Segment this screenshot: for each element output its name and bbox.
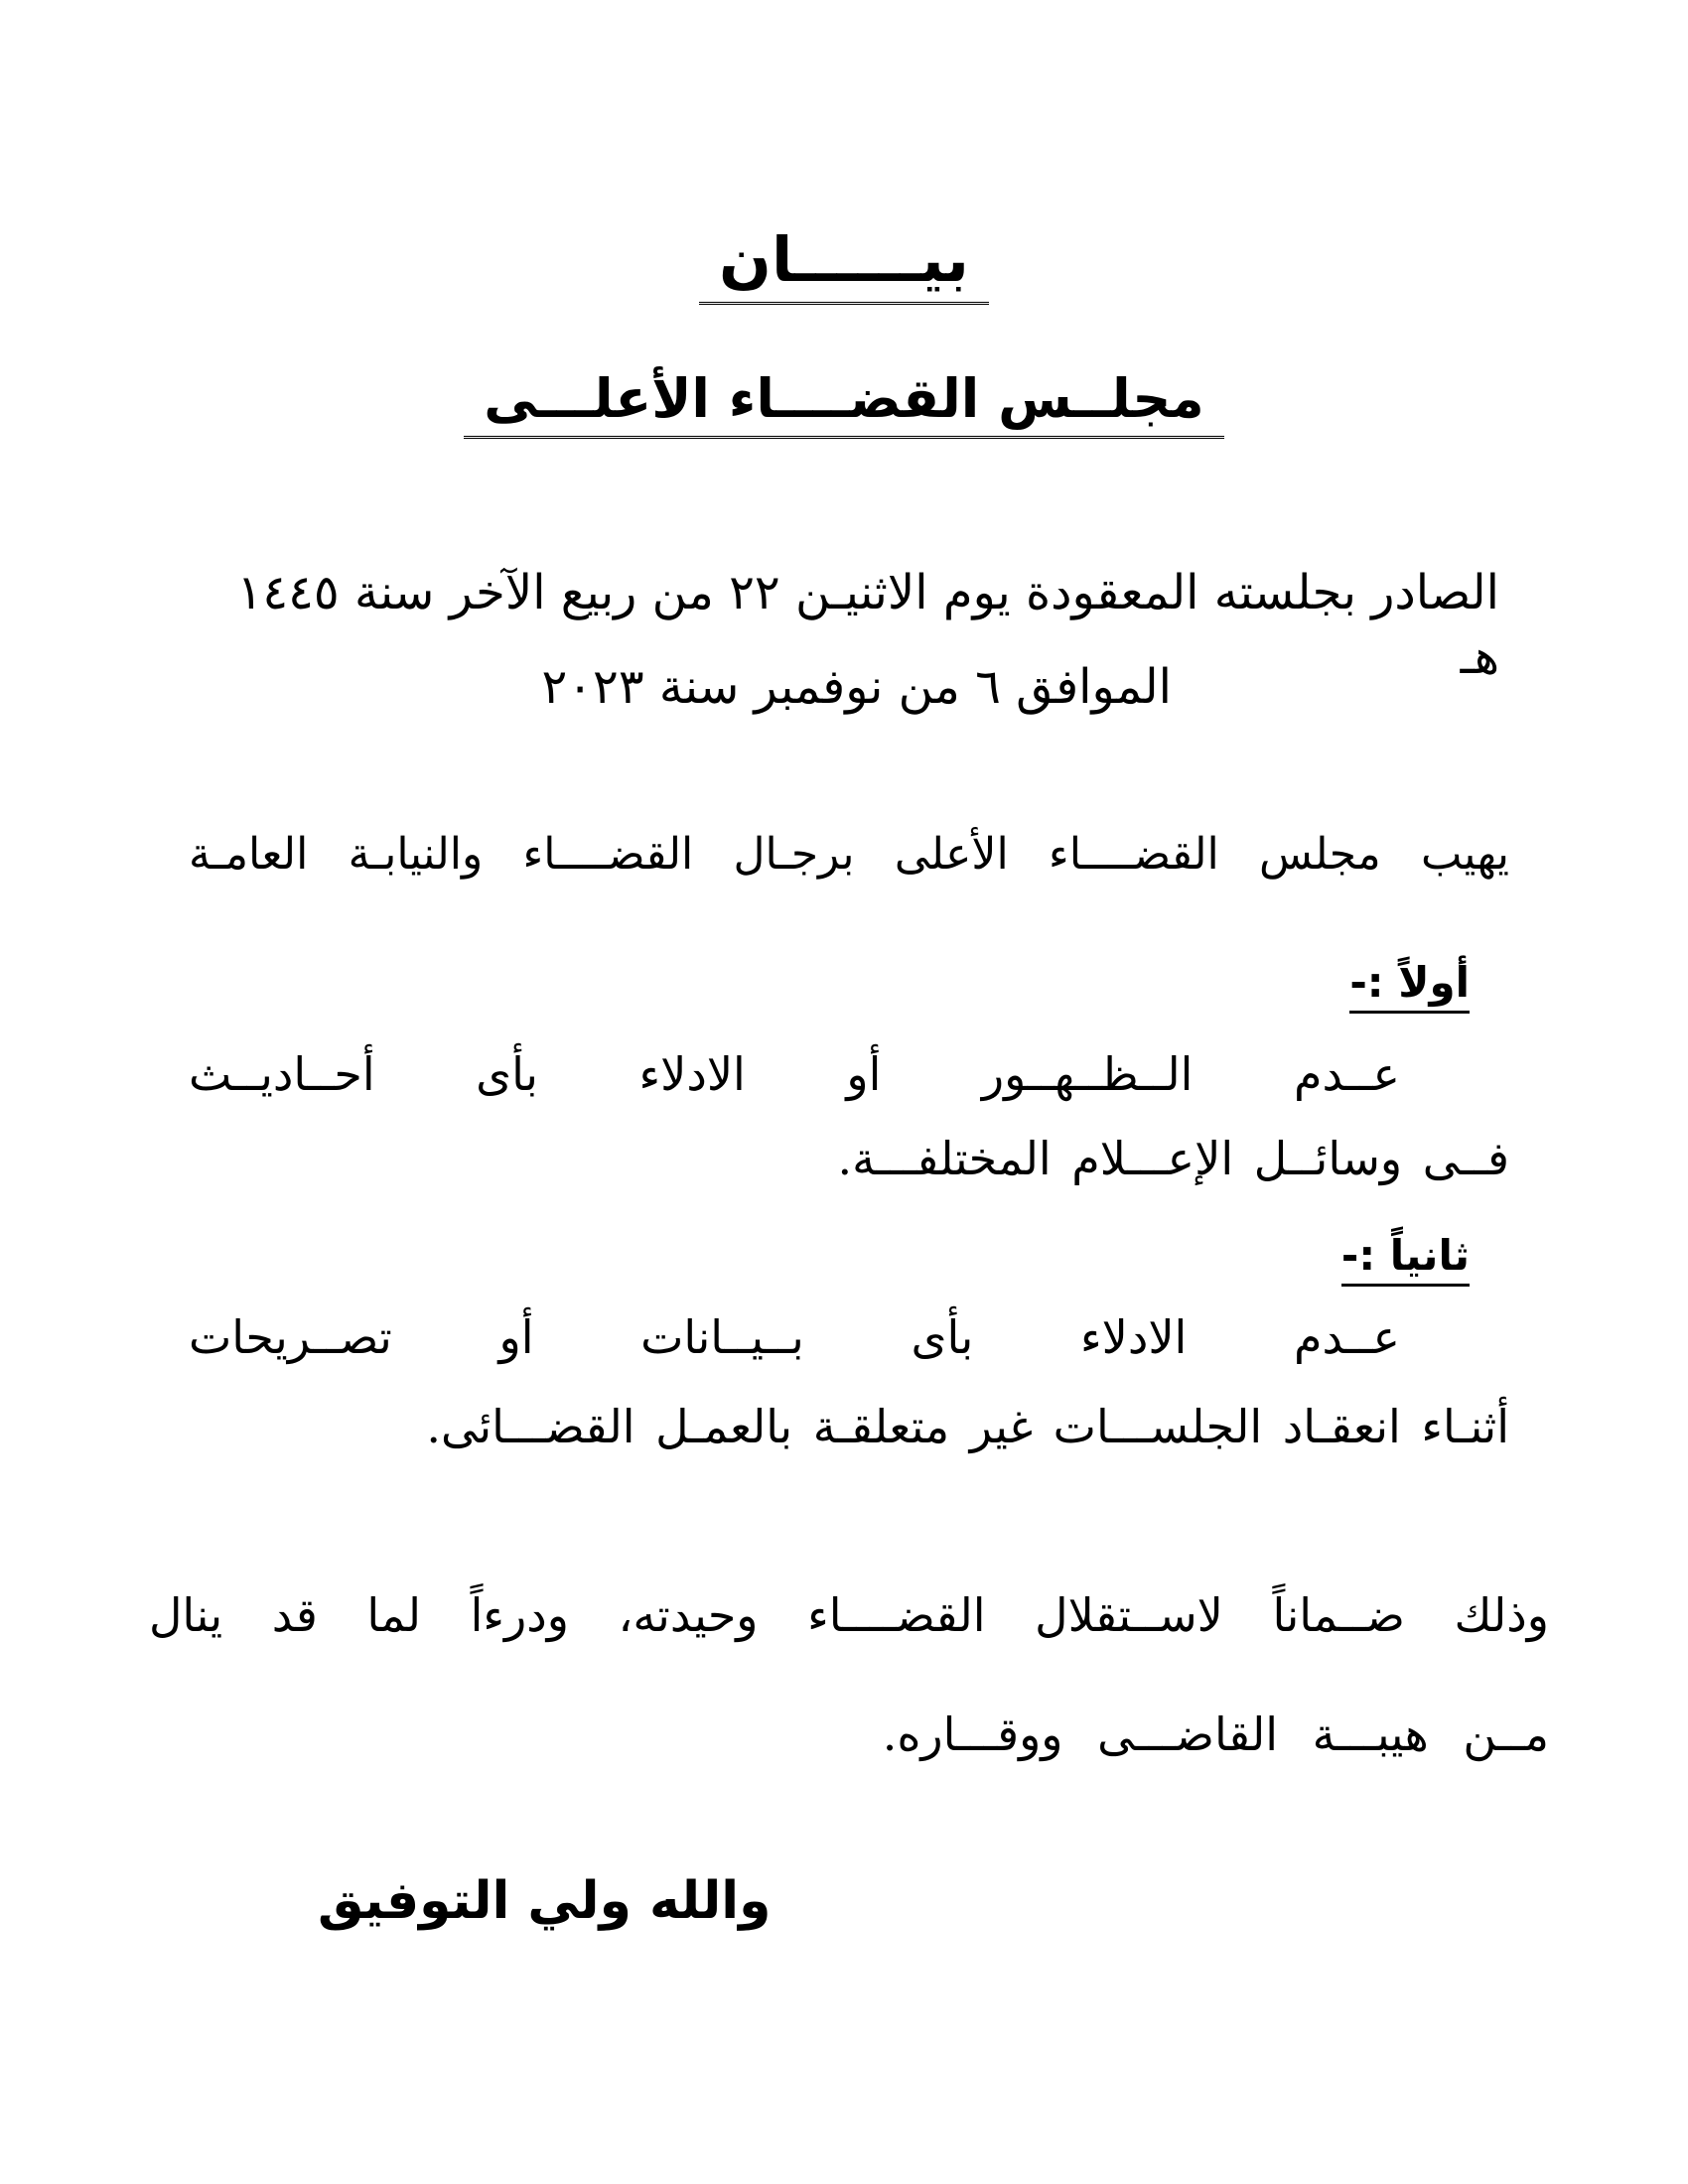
item-one-line-2: فــى وسائــل الإعـــلام المختلفـــة. xyxy=(837,1132,1509,1185)
item-one-label xyxy=(1349,958,1470,1007)
gregorian-date-line: الموافق ٦ من نوفمبر سنة ٢٠٢٣ xyxy=(541,659,1172,715)
document-title-text: بيــــــان xyxy=(699,223,989,305)
document-title xyxy=(0,223,1688,305)
council-name xyxy=(0,367,1688,439)
intro-paragraph: يهيب مجلس القضــــاء الأعلى برجـال القضــــاء والنيابـة العامـة xyxy=(189,829,1509,880)
council-name-text: مجلــس القضــــاء الأعلـــى xyxy=(464,367,1223,439)
item-two-line-2: أثنـاء انعقـاد الجلســـات غير متعلقـة بالعمـل القضـــائى. xyxy=(426,1400,1509,1453)
item-two-line-1: عــدم الادلاء بأى بــيــانات أو تصــريحات xyxy=(189,1310,1400,1364)
item-one-label-text: أولاً :- xyxy=(1349,958,1470,1014)
session-date-line: الصادر بجلسته المعقودة يوم الاثنيـن ٢٢ من ربيع الآخر سنة ١٤٤٥ هـ xyxy=(236,565,1499,685)
closing-line-2: مــن هيبـــة القاضـــى ووقـــاره. xyxy=(882,1707,1549,1761)
closing-line-1: وذلك ضــماناً لاســتقلال القضــــاء وحيدته، ودرءاً لما قد ينال xyxy=(149,1588,1549,1642)
item-one-line-1: عــدم الــظــهــور أو الادلاء بأى أحــاديــث xyxy=(189,1047,1400,1101)
signoff: والله ولي التوفيق xyxy=(318,1871,772,1931)
item-two-label xyxy=(1341,1231,1470,1280)
item-two-label-text: ثانياً :- xyxy=(1341,1231,1470,1287)
